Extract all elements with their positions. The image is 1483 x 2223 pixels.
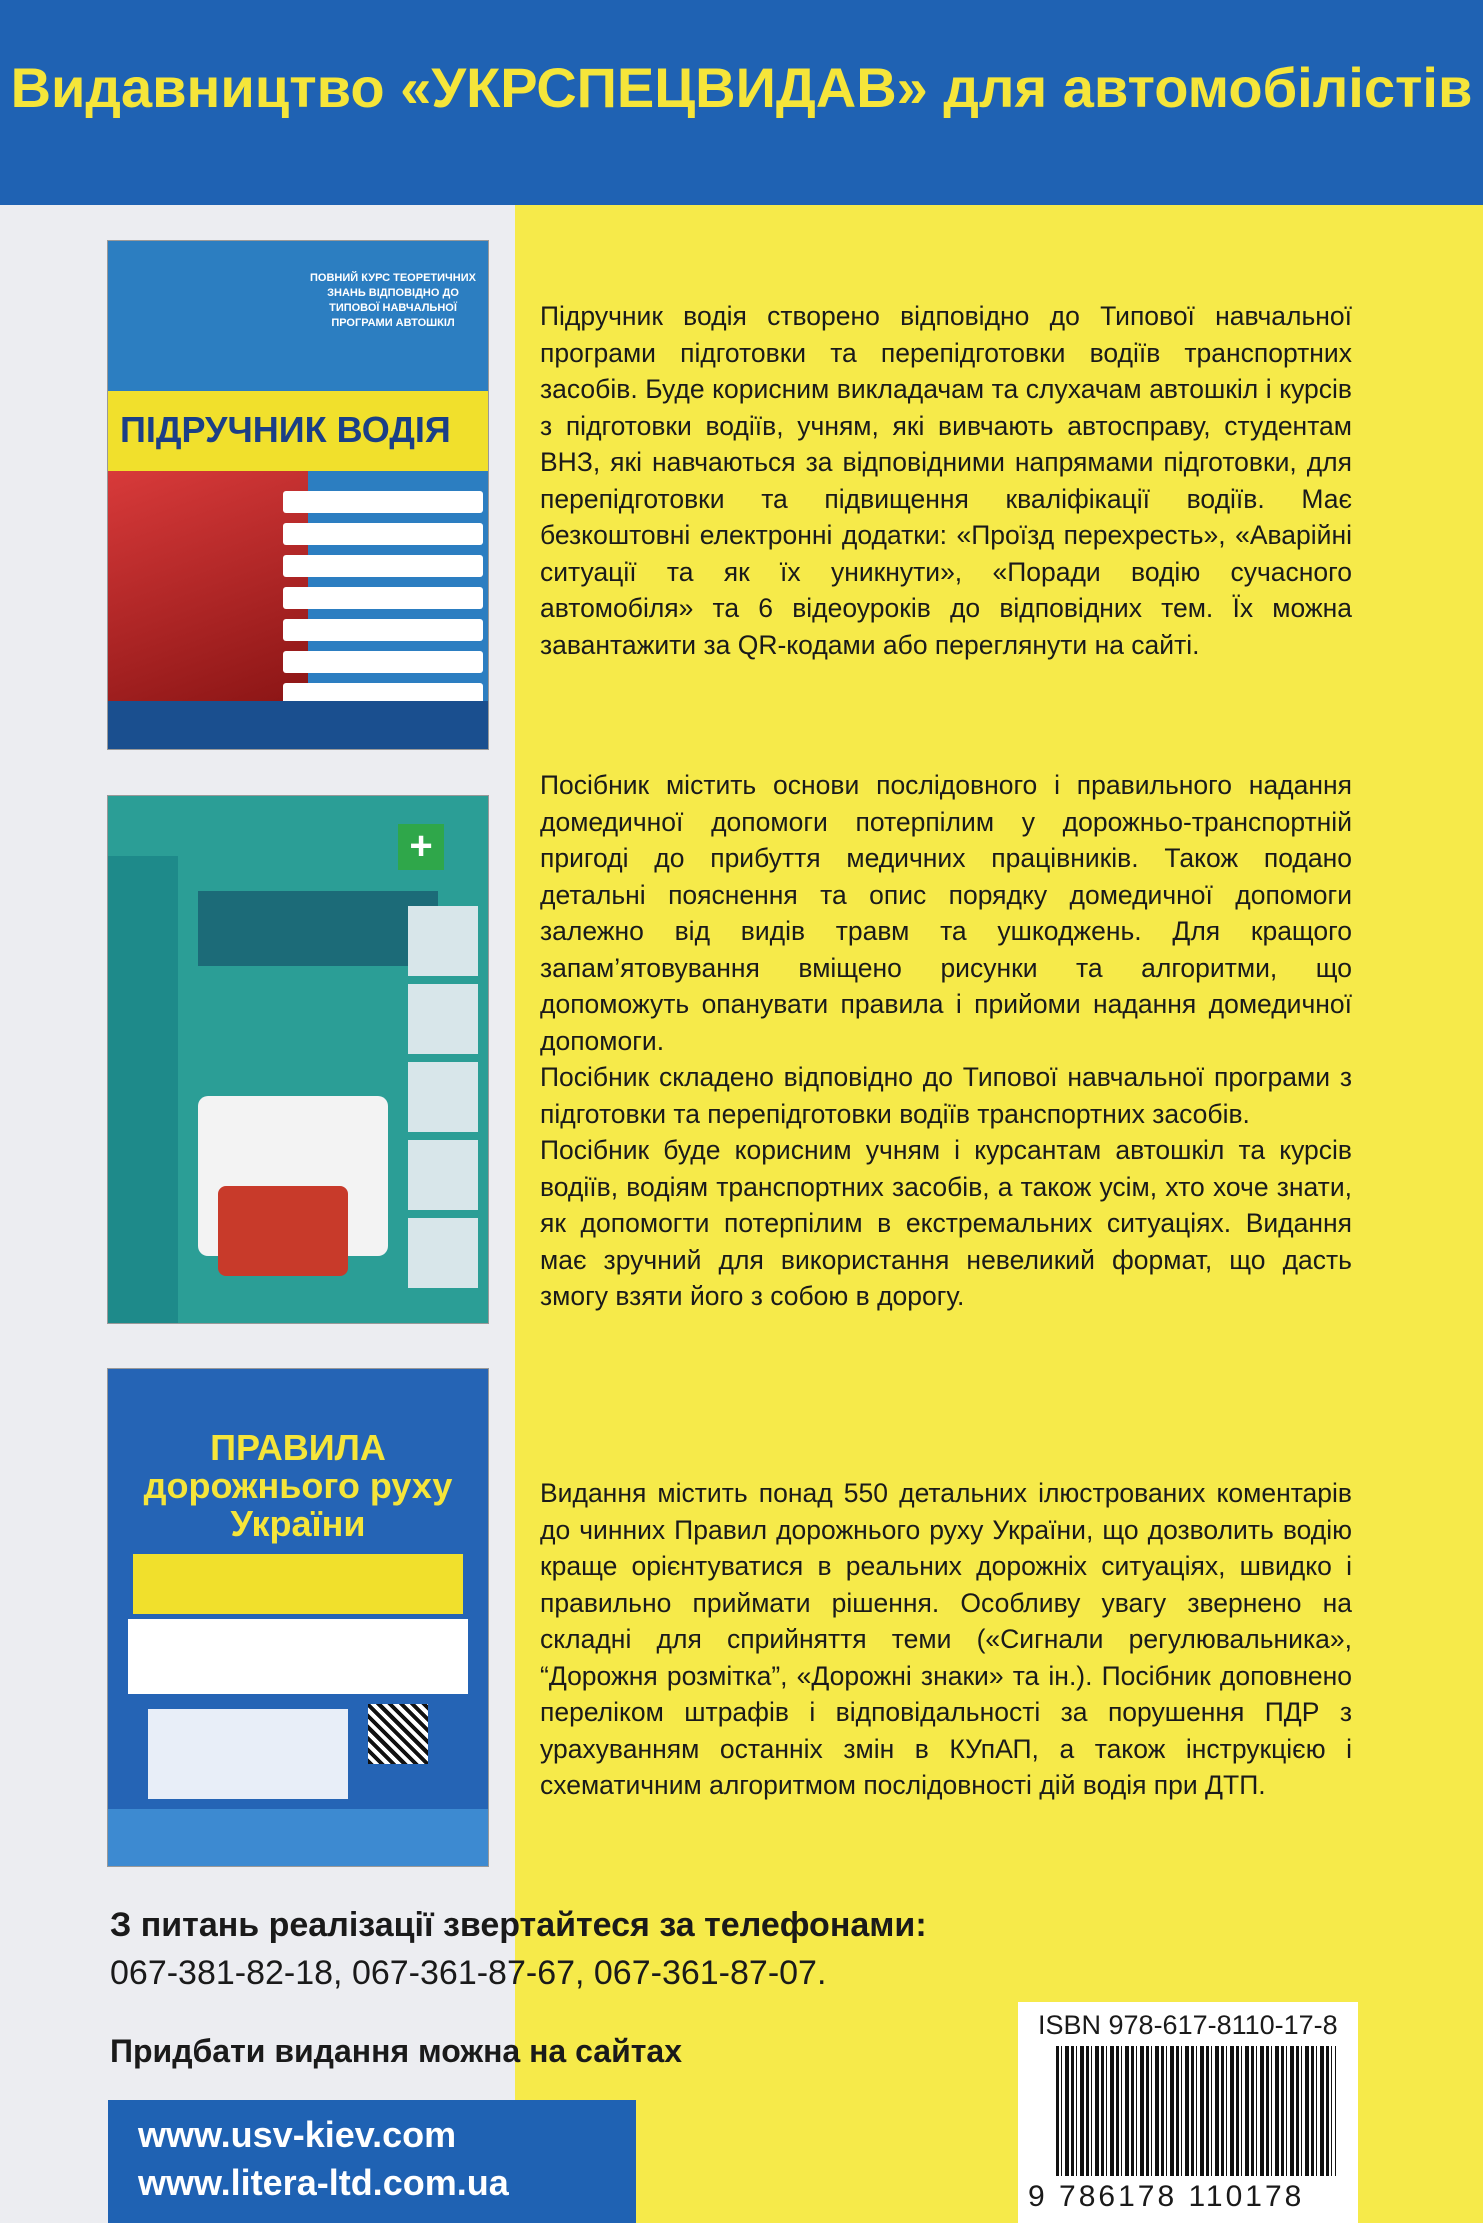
cover-subtitle: ПОВНИЙ КУРС ТЕОРЕТИЧНИХ ЗНАНЬ ВІДПОВІДНО ДО ТИПОВОЇ НАВЧАЛЬНОЇ ПРОГРАМИ АВТОШКІЛ — [310, 272, 476, 329]
website-box — [108, 2100, 636, 2223]
car-photo — [108, 471, 308, 701]
cover-yellow-strip — [133, 1554, 463, 1614]
website-link-litera[interactable]: www.litera-ltd.com.ua — [138, 2162, 509, 2203]
first-aid-cross-icon: + — [398, 824, 444, 870]
website-link-usv[interactable]: www.usv-kiev.com — [138, 2114, 457, 2155]
book-description-3 — [540, 1475, 1352, 1804]
description-text: Підручник водія створено відповідно до Типової навчальної програми підготовки та перепідготовки водіїв транспортних засобів. Буде корисним викладачам та слухачам автошкіл і курсів з підготовки водіїв, учням, які вивчають автосправу, студентам ВНЗ, які навчаються за відповідними напрямами підготовки, для перепідготовки та підвищення кваліфікації водіїв. Має безкоштовні електронні додатки: «Проїзд перехресть», «Аварійні ситуації та як їх уникнути», «Поради водію сучасного автомобіля» та 6 відеоуроків до відповідних тем. Їх можна завантажити за QR-кодами або переглянути на сайті. — [540, 301, 1352, 660]
cover-title-strip — [108, 391, 488, 471]
description-text: Посібник буде корисним учням і курсантам автошкіл та курсів водіїв, водіям транспортних засобів, а також усім, хто хоче знати, як допомогти потерпілим в екстремальних ситуаціях. Видання має зручний для використання невеликий формат, що дасть змогу взяти його з собою в дорогу. — [540, 1135, 1352, 1311]
qr-code-icon — [368, 1704, 428, 1764]
description-text: Посібник складено відповідно до Типової навчальної програми з підготовки та перепідготовки водіїв транспортних засобів. — [540, 1062, 1352, 1129]
buy-title: Придбати видання можна на сайтах — [110, 2033, 683, 2069]
barcode-number: 9 786178 110178 — [1028, 2180, 1305, 2213]
header-banner — [0, 0, 1483, 205]
book-description-2 — [540, 767, 1352, 1315]
barcode-icon — [1056, 2046, 1336, 2176]
book-cover-traffic-rules — [108, 1369, 488, 1866]
first-aid-kit-image — [218, 1186, 348, 1276]
phone-numbers: 067-381-82-18, 067-361-87-67, 067-361-87-07. — [110, 1954, 827, 1992]
publisher-title: Видавництво «УКРСПЕЦВИДАВ» для автомобілістів — [10, 56, 1473, 119]
cover-title: ПІДРУЧНИК ВОДІЯ — [120, 409, 451, 450]
cover-side-band — [108, 856, 178, 1323]
cover-qr-strip — [108, 701, 488, 749]
contact-title: З питань реалізації звертайтеся за телефонами: — [110, 1906, 927, 1944]
cover-bottom-illustration — [108, 1809, 488, 1866]
cover-changes-box — [128, 1619, 468, 1694]
cover-topic-list — [283, 491, 483, 715]
book-cover-first-aid — [108, 796, 488, 1323]
book-cover-driver-textbook — [108, 241, 488, 749]
cover-title-box — [198, 891, 438, 966]
cover-illustrations — [408, 906, 478, 1296]
description-text: Видання містить понад 550 детальних ілюстрованих коментарів до чинних Правил дорожнього руху України, що дозволить водію краще орієнтуватися в реальних дорожніх ситуаціях, швидко і правильно приймати рішення. Особливу увагу звернено на складні для сприйняття теми («Сигнали регулювальника», “Дорожня розмітка”, «Дорожні знаки» та ін.). Посібник доповнено переліком штрафів і відповідальності за порушення ПДР з урахуванням останніх змін в КУпАП, а також інструкцією і схематичним алгоритмом послідовності дій водія при ДТП. — [540, 1478, 1352, 1800]
cover-feature-list — [148, 1709, 348, 1799]
book-description-1 — [540, 298, 1352, 663]
isbn-box — [1018, 2002, 1358, 2223]
description-text: Посібник містить основи послідовного і правильного надання домедичної допомоги потерпілим у дорожньо-транспортній пригоді до прибуття медичних працівників. Також подано детальні пояснення та опис порядку домедичної допомоги залежно від видів травм та ушкоджень. Для кращого запам’ятовування вміщено рисунки та алгоритми, що допоможуть опанувати правила і прийоми надання домедичної допомоги. — [540, 770, 1352, 1056]
cover-title: ПРАВИЛА дорожнього руху України — [143, 1427, 453, 1544]
isbn-label: ISBN 978-617-8110-17-8 — [1038, 2010, 1338, 2040]
